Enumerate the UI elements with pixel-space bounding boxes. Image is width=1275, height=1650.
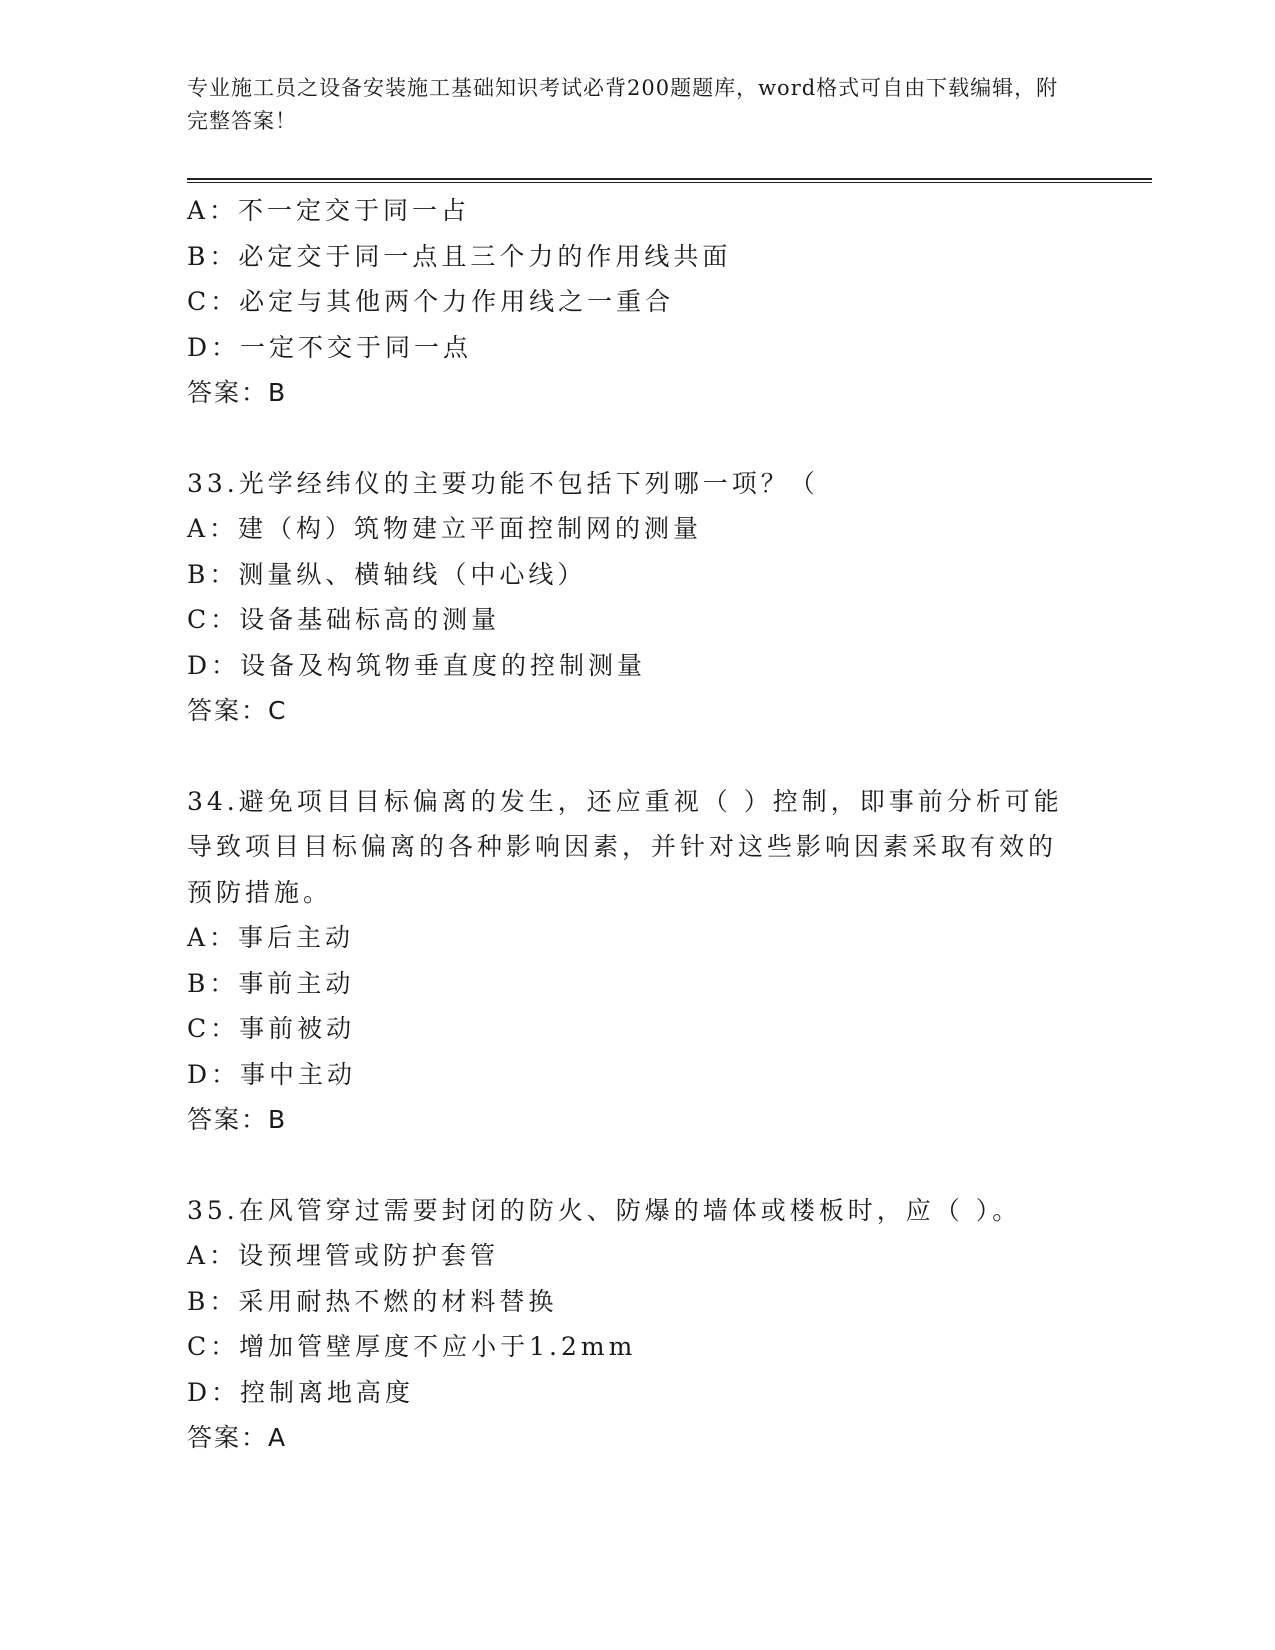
- answer: 答案：B: [187, 1105, 288, 1134]
- answer: 答案：B: [187, 378, 288, 407]
- option-d: D：事中主动: [187, 1059, 357, 1089]
- option-b: B：必定交于同一点且三个力的作用线共面: [187, 241, 732, 271]
- option-c: C：设备基础标高的测量: [187, 605, 501, 634]
- option-a: A：建（构）筑物建立平面控制网的测量: [187, 514, 703, 543]
- option-d: D：设备及构筑物垂直度的控制测量: [187, 650, 647, 680]
- question-text: 33.光学经纬仪的主要功能不包括下列哪一项？（: [187, 468, 819, 498]
- option-d: D：控制离地高度: [187, 1377, 415, 1407]
- option-a: A：事后主动: [187, 923, 355, 952]
- option-b: B：采用耐热不燃的材料替换: [187, 1286, 558, 1316]
- option-d: D：一定不交于同一点: [187, 332, 473, 362]
- option-a: A：设预埋管或防护套管: [187, 1241, 500, 1270]
- option-b: B：事前主动: [187, 968, 355, 998]
- question-text: 35.在风管穿过需要封闭的防火、防爆的墙体或楼板时，应（ ）。: [187, 1195, 1022, 1225]
- header-divider-thin: [187, 182, 1152, 183]
- answer: 答案：A: [187, 1423, 288, 1452]
- answer: 答案：C: [187, 696, 288, 725]
- question-text: 34.避免项目目标偏离的发生，还应重视（ ）控制，即事前分析可能导致项目目标偏离的各种影响因素，并针对这些影响因素采取有效的预防措施。: [187, 786, 1063, 907]
- question-list: [187, 188, 1067, 1461]
- question-block-34: [187, 779, 1067, 1143]
- document-header: 专业施工员之设备安装施工基础知识考试必背200题题库，word格式可自由下载编辑，附完整答案！: [187, 76, 1059, 133]
- option-c: C：必定与其他两个力作用线之一重合: [187, 287, 675, 316]
- option-b: B：测量纵、横轴线（中心线）: [187, 559, 587, 589]
- option-c: C：事前被动: [187, 1014, 356, 1043]
- option-c: C：增加管壁厚度不应小于1.2mm: [187, 1332, 637, 1361]
- question-block-35: [187, 1188, 1067, 1461]
- question-block-33: [187, 461, 1067, 734]
- header-divider: [187, 178, 1152, 180]
- question-block-32: [187, 188, 1067, 416]
- option-a: A：不一定交于同一占: [187, 196, 471, 225]
